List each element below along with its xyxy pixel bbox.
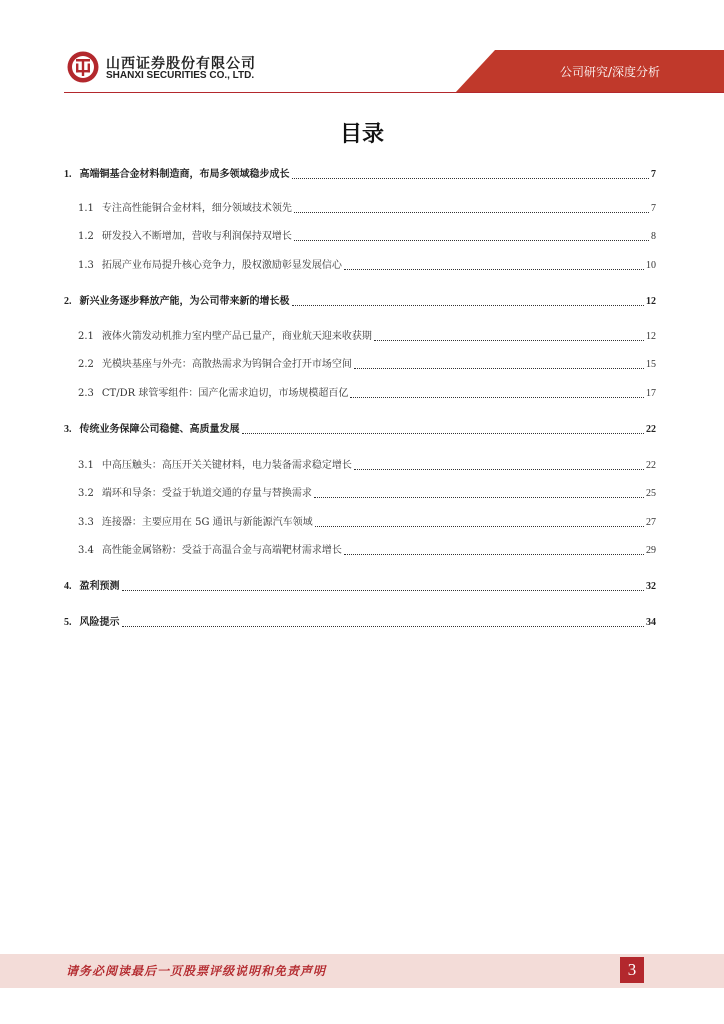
toc-entry[interactable] (78, 330, 656, 344)
toc-entry-title: CT/DR 球管零组件：国产化需求迫切，市场规模超百亿 (101, 388, 349, 399)
toc-entry-number: 2.3 (78, 388, 94, 399)
table-of-contents (64, 0, 660, 1024)
toc-dot-leader (354, 367, 644, 369)
toc-entry-title: 传统业务保障公司稳健、高质量发展 (79, 424, 240, 435)
report-type-label: 公司研究/深度分析 (559, 65, 660, 79)
toc-entry-page: 8 (651, 231, 656, 242)
toc-entry[interactable] (78, 516, 656, 530)
toc-entry-page: 12 (646, 331, 656, 342)
toc-entry-title: 端环和导条：受益于轨道交通的存量与替换需求 (101, 488, 312, 499)
page-footer (0, 954, 724, 988)
toc-entry[interactable] (64, 295, 656, 309)
toc-entry-title: 拓展产业布局提升核心竞争力，股权激励彰显发展信心 (101, 260, 342, 271)
toc-entry-title: 风险提示 (79, 617, 120, 628)
toc-entry[interactable] (78, 202, 656, 216)
toc-entry-page: 27 (646, 517, 656, 528)
disclaimer-notice: 请务必阅读最后一页股票评级说明和免责声明 (66, 964, 327, 978)
toc-entry-page: 25 (646, 488, 656, 499)
toc-dot-leader (354, 468, 644, 470)
toc-entry-title: 中高压触头：高压开关关键材料，电力装备需求稳定增长 (101, 460, 352, 471)
toc-dot-leader (242, 432, 645, 434)
toc-entry[interactable] (78, 230, 656, 244)
toc-entry-page: 22 (646, 460, 656, 471)
toc-dot-leader (315, 525, 644, 527)
toc-entry-number: 3. (64, 424, 72, 435)
toc-entry[interactable] (64, 580, 656, 594)
toc-entry[interactable] (78, 358, 656, 372)
toc-entry-page: 32 (646, 581, 656, 592)
page-title: 目录 (339, 122, 384, 147)
toc-entry-number: 3.3 (78, 517, 94, 528)
company-name-cn: 山西证券股份有限公司 (106, 56, 256, 72)
toc-entry-number: 2. (64, 296, 72, 307)
toc-dot-leader (292, 304, 645, 306)
toc-entry-page: 34 (646, 617, 656, 628)
toc-entry-number: 1.3 (78, 260, 94, 271)
toc-entry-page: 7 (651, 169, 656, 180)
toc-entry[interactable] (78, 544, 656, 558)
toc-entry-number: 4. (64, 581, 72, 592)
toc-entry-title: 研发投入不断增加，营收与利润保持双增长 (101, 231, 292, 242)
toc-entry-title: 液体火箭发动机推力室内壁产品已量产，商业航天迎来收获期 (101, 331, 372, 342)
toc-entry-number: 3.1 (78, 460, 94, 471)
toc-entry-number: 3.4 (78, 545, 94, 556)
toc-entry-number: 1. (64, 169, 72, 180)
toc-entry-title: 连接器：主要应用在 5G 通讯与新能源汽车领域 (101, 517, 313, 528)
toc-dot-leader (314, 496, 644, 498)
toc-entry-number: 3.2 (78, 488, 94, 499)
toc-entry-title: 光模块基座与外壳：高散热需求为钨铜合金打开市场空间 (101, 359, 352, 370)
toc-dot-leader (294, 239, 649, 241)
toc-entry[interactable] (64, 168, 656, 182)
toc-dot-leader (122, 625, 645, 627)
toc-entry-page: 29 (646, 545, 656, 556)
toc-dot-leader (292, 177, 650, 179)
toc-dot-leader (344, 553, 644, 555)
toc-entry-number: 2.2 (78, 359, 94, 370)
toc-entry-number: 5. (64, 617, 72, 628)
toc-dot-leader (374, 339, 644, 341)
toc-entry-page: 17 (646, 388, 656, 399)
toc-entry-number: 2.1 (78, 331, 94, 342)
toc-entry[interactable] (78, 259, 656, 273)
toc-dot-leader (122, 589, 645, 591)
toc-entry-page: 12 (646, 296, 656, 307)
toc-entry[interactable] (64, 423, 656, 437)
toc-entry[interactable] (78, 487, 656, 501)
toc-dot-leader (350, 396, 644, 398)
toc-entry-number: 1.1 (78, 203, 94, 214)
page-number: 3 (620, 957, 644, 983)
toc-entry-title: 高性能金属铬粉：受益于高温合金与高端靶材需求增长 (101, 545, 342, 556)
toc-entry-number: 1.2 (78, 231, 94, 242)
toc-entry-title: 盈利预测 (79, 581, 120, 592)
toc-entry[interactable] (64, 616, 656, 630)
toc-entry-page: 15 (646, 359, 656, 370)
toc-entry[interactable] (78, 459, 656, 473)
toc-entry[interactable] (78, 387, 656, 401)
toc-entry-page: 10 (646, 260, 656, 271)
toc-dot-leader (294, 211, 649, 213)
toc-dot-leader (344, 268, 644, 270)
toc-entry-page: 22 (646, 424, 656, 435)
company-name-en: SHANXI SECURITIES CO., LTD. (106, 70, 255, 81)
toc-entry-page: 7 (651, 203, 656, 214)
toc-entry-title: 新兴业务逐步释放产能，为公司带来新的增长极 (79, 296, 290, 307)
toc-entry-title: 专注高性能铜合金材料，细分领域技术领先 (101, 203, 292, 214)
toc-entry-title: 高端铜基合金材料制造商，布局多领域稳步成长 (79, 169, 290, 180)
